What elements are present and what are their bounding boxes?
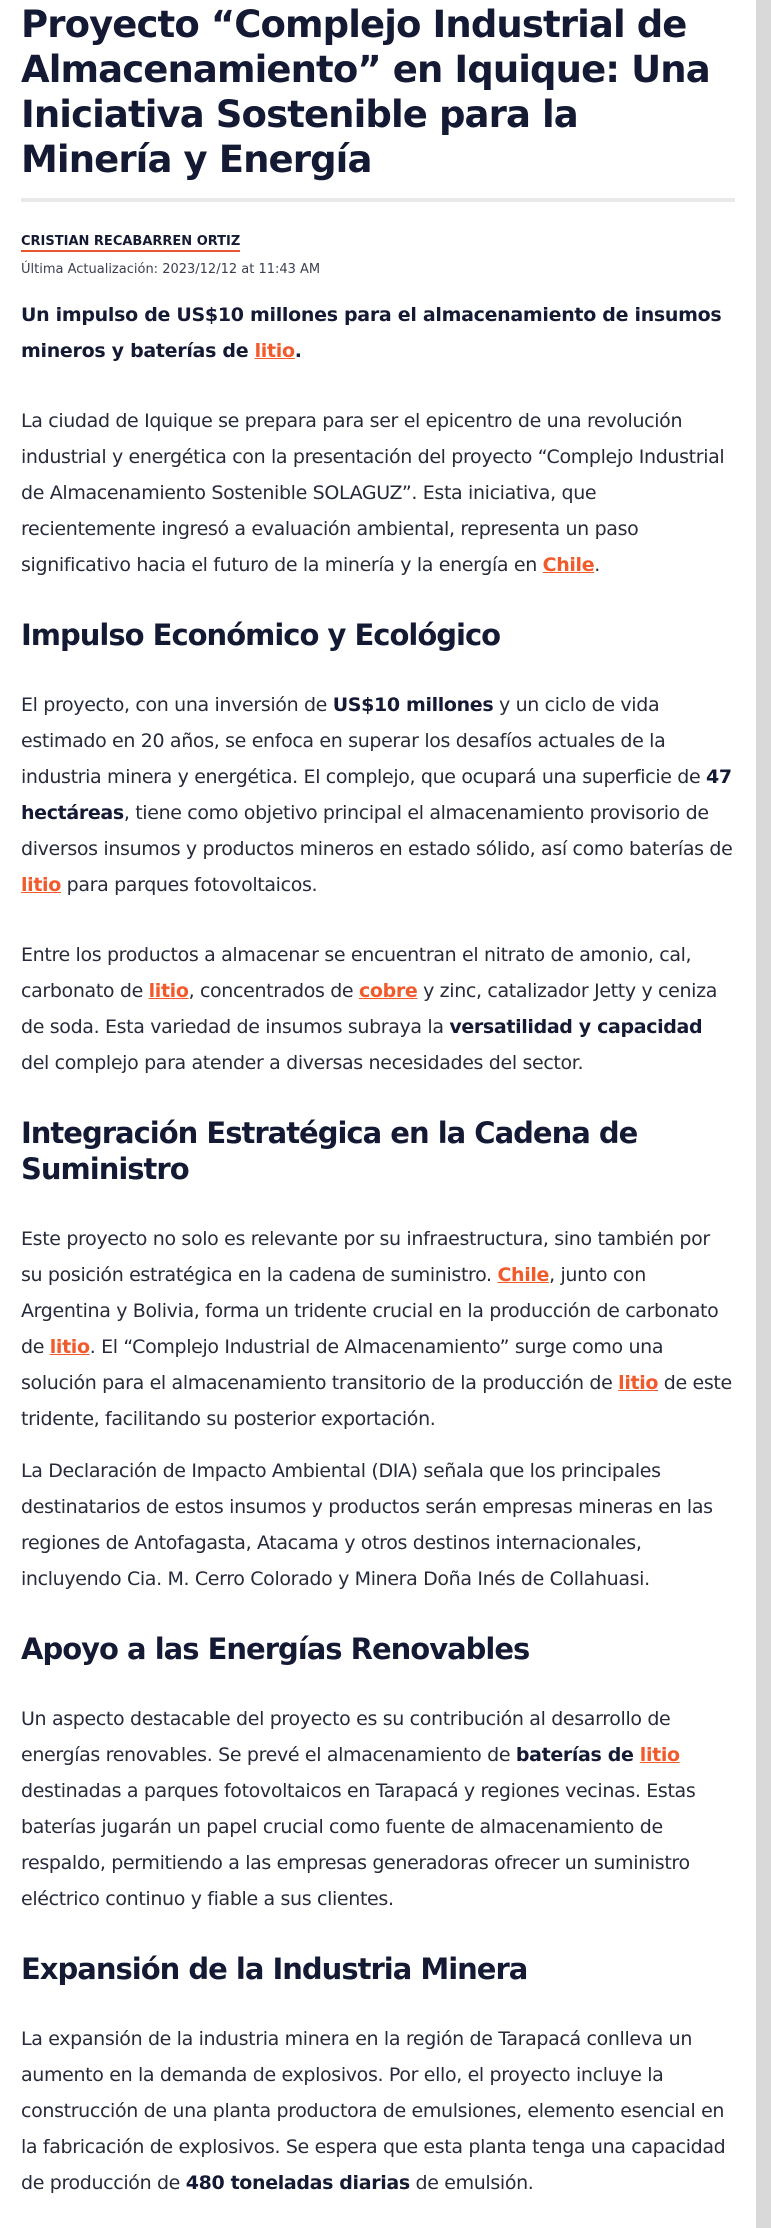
renovables-paragraph-1 <box>21 1701 735 1917</box>
paragraph-text: y zinc, catalizador Jetty y ceniza de soda. Esta variedad de insumos subraya la <box>21 980 718 1038</box>
author-link[interactable]: CRISTIAN RECABARREN ORTIZ <box>21 234 240 252</box>
litio-link[interactable]: litio <box>618 1372 659 1394</box>
section-heading-renovables: Apoyo a las Energías Renovables <box>21 1632 530 1666</box>
intro-text: La ciudad de Iquique se prepara para ser el epicentro de una revolución industrial y energética con la presentación del proyecto “Complejo Industrial de Almacenamiento Sostenible SOLAGUZ”. Esta iniciativa, que recientemente ingresó a evaluación ambiental, representa un paso significativo hacia el futuro de la minería y la energía en <box>21 410 725 576</box>
paragraph-text: . El “Complejo Industrial de Almacenamiento” surge como una solución para el almacenamiento transitorio de la producción de <box>21 1336 664 1394</box>
page-scrollbar[interactable] <box>756 0 771 2228</box>
litio-link[interactable]: litio <box>148 980 189 1002</box>
litio-link[interactable]: litio <box>639 1744 680 1766</box>
litio-link[interactable]: litio <box>49 1336 90 1358</box>
chile-link[interactable]: Chile <box>497 1264 550 1286</box>
paragraph-text: La expansión de la industria minera en la región de Tarapacá conlleva un aumento en la demanda de explosivos. Por ello, el proyecto incluye la construcción de una planta productora de emulsiones, elemento esencial en la fabricación de explosivos. Se espera que esta planta tenga una capacidad de producción de <box>21 2028 726 2194</box>
impulso-paragraph-1 <box>21 687 735 903</box>
paragraph-text: destinadas a parques fotovoltaicos en Tarapacá y regiones vecinas. Estas baterías jugarán un papel crucial como fuente de almacenamiento de respaldo, permitiendo a las empresas generadoras ofrecer un suministro eléctrico continuo y fiable a sus clientes. <box>21 1780 696 1910</box>
paragraph-text: del complejo para atender a diversas necesidades del sector. <box>21 1052 584 1074</box>
last-updated: Última Actualización: 2023/12/12 at 11:43 AM <box>21 262 321 277</box>
lead-text: Un impulso de US$10 millones para el almacenamiento de insumos mineros y baterías de <box>21 304 722 362</box>
impulso-paragraph-2 <box>21 937 735 1081</box>
paragraph-text: Un aspecto destacable del proyecto es su contribución al desarrollo de energías renovables. Se prevé el almacenamiento de <box>21 1708 671 1766</box>
lead-text-end: . <box>294 340 302 362</box>
section-heading-expansion: Expansión de la Industria Minera <box>21 1952 528 1986</box>
article-title: Proyecto “Complejo Industrial de Almacenamiento” en Iquique: Una Iniciativa Sostenible para la Minería y Energía <box>21 3 710 181</box>
bold-surface: 47 hectáreas <box>21 766 732 824</box>
title-divider <box>21 198 735 202</box>
paragraph-text: y un ciclo de vida estimado en 20 años, se enfoca en superar los desafíos actuales de la industria minera y energética. El complejo, que ocupará una superficie de <box>21 694 707 788</box>
section-heading-integracion: Integración Estratégica en la Cadena de Suministro <box>21 1116 638 1186</box>
chile-link[interactable]: Chile <box>542 554 595 576</box>
bold-batteries: baterías de <box>515 1744 640 1766</box>
integracion-paragraph-1 <box>21 1221 735 1437</box>
paragraph-text: , concentrados de <box>188 980 359 1002</box>
paragraph-text: de este tridente, facilitando su posterior exportación. <box>21 1372 732 1430</box>
expansion-paragraph-1 <box>21 2021 735 2201</box>
article-lead <box>21 297 735 369</box>
cobre-link[interactable]: cobre <box>358 980 418 1002</box>
paragraph-text: de emulsión. <box>409 2172 534 2194</box>
intro-paragraph <box>21 403 735 583</box>
litio-link[interactable]: litio <box>254 340 295 362</box>
bold-investment: US$10 millones <box>332 694 494 716</box>
paragraph-text: Este proyecto no solo es relevante por su infraestructura, sino también por su posición estratégica en la cadena de suministro. <box>21 1228 710 1286</box>
paragraph-text: Entre los productos a almacenar se encuentran el nitrato de amonio, cal, carbonato de <box>21 944 692 1002</box>
intro-text-end: . <box>594 554 600 576</box>
paragraph-text: , tiene como objetivo principal el almacenamiento provisorio de diversos insumos y productos mineros en estado sólido, así como baterías de <box>21 802 733 860</box>
bold-versatility: versatilidad y capacidad <box>449 1016 703 1038</box>
bold-capacity: 480 toneladas diarias <box>185 2172 410 2194</box>
integracion-paragraph-2: La Declaración de Impacto Ambiental (DIA) señala que los principales destinatarios de estos insumos y productos serán empresas mineras en las regiones de Antofagasta, Atacama y otros destinos internacionales, incluyendo Cia. M. Cerro Colorado y Minera Doña Inés de Collahuasi. <box>21 1460 713 1590</box>
article-content <box>21 0 735 2201</box>
paragraph-text: El proyecto, con una inversión de <box>21 694 333 716</box>
paragraph-text: para parques fotovoltaicos. <box>60 874 318 896</box>
litio-link[interactable]: litio <box>21 874 61 896</box>
paragraph-text: , junto con Argentina y Bolivia, forma un tridente crucial en la producción de carbonato de <box>21 1264 719 1358</box>
section-heading-impulso: Impulso Económico y Ecológico <box>21 618 501 652</box>
